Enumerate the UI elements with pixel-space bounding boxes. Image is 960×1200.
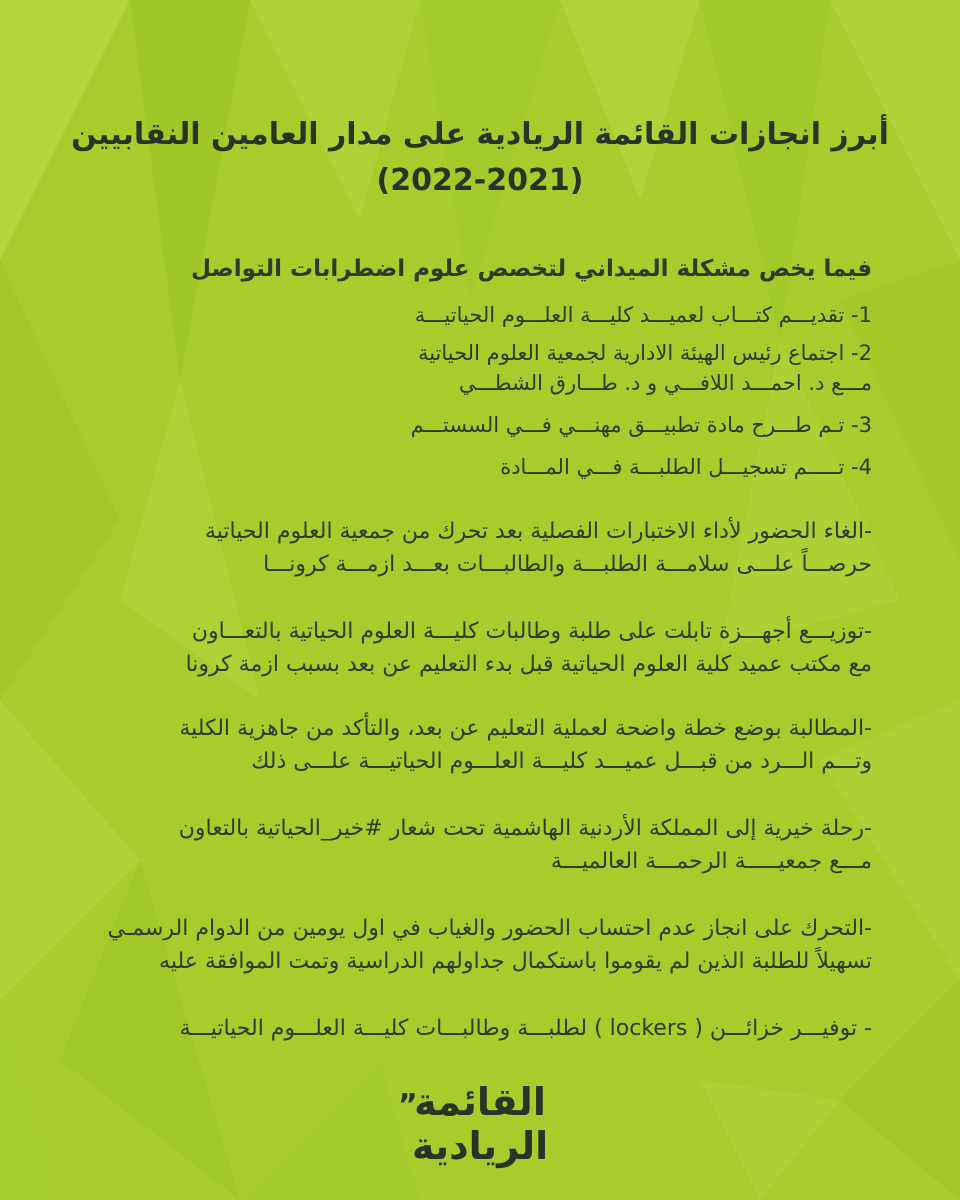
- paragraph-line: -المطالبة بوضع خطة واضحة لعملية التعليم عن بعد، والتأكد من جاهزية الكلية: [179, 716, 872, 741]
- paragraph-line: مع مكتب عميد كلية العلوم الحياتية قبل بدء التعليم عن بعد بسبب ازمة كرونا: [185, 652, 872, 677]
- sub-item-2-continued: مـــع د. احمـــد اللافـــي و د. طـــارق الشطـــي: [458, 371, 872, 395]
- sub-item-3: 3- تـم طـــرح مادة تطبيـــق مهنـــي فـــي السستـــم: [410, 413, 872, 437]
- achievement-paragraph-1: [92, 515, 872, 581]
- paragraph-line: مـــع جمعيـــــة الرحمـــة العالميـــة: [550, 849, 872, 874]
- page-title: [60, 112, 900, 204]
- sub-item-1: 1- تقديـــم كتـــاب لعميـــد كليـــة العلـــوم الحياتيـــة: [414, 303, 872, 327]
- title-line-1: أبرز انجازات القائمة الريادية على مدار العامين النقابيين: [71, 117, 889, 152]
- logo-line-2: الريادية: [411, 1124, 549, 1168]
- logo-line-1: القائمة: [414, 1080, 546, 1124]
- sub-item-2: 2- اجتماع رئيس الهيئة الادارية لجمعية العلوم الحياتية: [417, 341, 872, 365]
- logo: [380, 1080, 580, 1180]
- section-heading: فيما يخص مشكلة الميداني لتخصص علوم اضطرابات التواصل: [191, 256, 872, 282]
- paragraph-line: -الغاء الحضور لأداء الاختبارات الفصلية بعد تحرك من جمعية العلوم الحياتية: [204, 519, 872, 544]
- sub-item-4: 4- تـــــم تسجيـــل الطلبـــة فـــي المـــادة: [500, 455, 872, 479]
- achievement-paragraph-2: [92, 615, 872, 681]
- paragraph-line: -التحرك على انجاز عدم احتساب الحضور والغياب في اول يومين من الدوام الرسمـي: [107, 916, 872, 941]
- paragraph-line: - توفيـــر خزائـــن ( lockers ) لطلبـــة وطالبـــات كليـــة العلـــوم الحياتيـــة: [179, 1016, 872, 1041]
- title-line-2: (2022-2021): [376, 163, 584, 198]
- paragraph-line: -توزيـــع أجهـــزة تابلت على طلبة وطالبات كليـــة العلوم الحياتية بالتعـــاون: [191, 619, 872, 644]
- achievement-paragraph-4: [92, 812, 872, 878]
- achievement-paragraph-3: [92, 712, 872, 778]
- paragraph-line: حرصـــاً علـــى سلامـــة الطلبـــة والطالبـــات بعـــد ازمـــة كرونـــا: [263, 552, 872, 577]
- paragraph-line: وتـــم الـــرد من قبـــل عميـــد كليـــة العلـــوم الحياتيـــة علـــى ذلك: [251, 749, 872, 774]
- achievement-paragraph-5: [92, 912, 872, 978]
- achievement-paragraph-6: [92, 1012, 872, 1045]
- paragraph-line: -رحلة خيرية إلى المملكة الأردنية الهاشمية تحت شعار #خير_الحياتية بالتعاون: [178, 816, 872, 841]
- quote-mark-icon: ”: [398, 1088, 418, 1123]
- paragraph-line: تسهيلاً للطلبة الذين لم يقوموا باستكمال جداولهم الدراسية وتمت الموافقة عليه: [159, 949, 872, 974]
